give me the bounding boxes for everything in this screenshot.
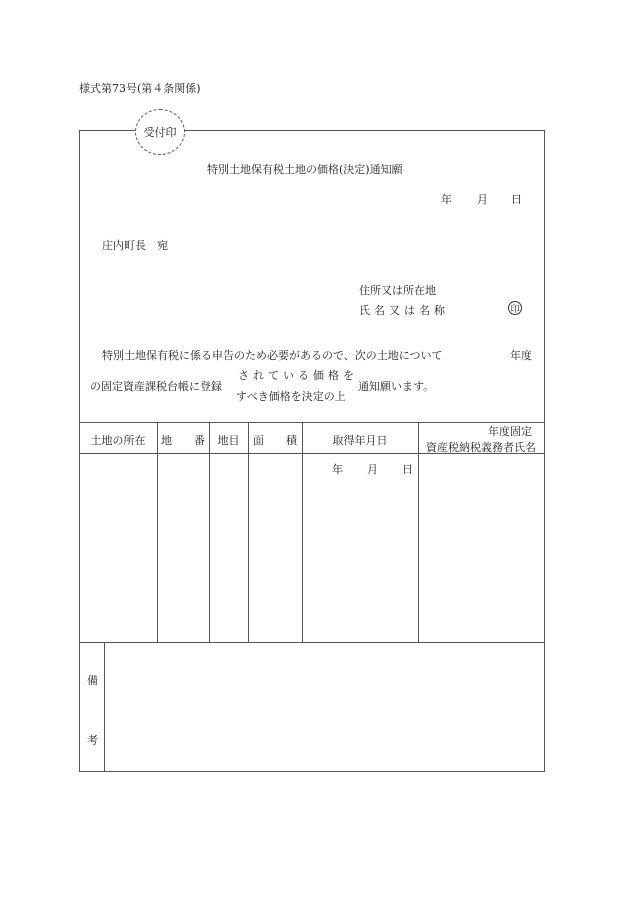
form-title: 特別土地保有税土地の価格(決定)通知願 [207,163,403,176]
seal-mark-label: 印 [510,304,520,315]
date-day: 日 [511,193,522,206]
body-line1-suffix: 年度 [510,349,532,362]
body-line2-prefix: の固定資産課税台帳に登録 [90,380,222,393]
header-acquired: 取得年月日 [332,434,388,447]
seal-mark [508,301,522,315]
form-number: 様式第73号(第４条関係) [79,82,201,95]
name-label: 氏名又は名称 [359,304,449,317]
table-bottom-rule [79,642,545,643]
header-taxpayer-line2: 資産税納税義務者氏名 [426,441,536,454]
col-divider-1 [157,422,158,642]
header-area: 面 積 [253,434,297,447]
header-taxpayer-line1: 年度固定 [488,425,532,438]
remarks-divider [104,642,105,772]
reception-stamp [135,109,185,155]
choice-lower: すべき価格を決定の上 [236,390,346,403]
date-year: 年 [441,193,452,206]
header-lot-number: 地 番 [161,434,205,447]
acquired-day: 日 [402,463,413,476]
remarks-char-2: 考 [87,734,98,747]
col-divider-3 [248,422,249,642]
acquired-year: 年 [332,463,343,476]
choice-upper: されている価格を [238,369,358,382]
header-location: 土地の所在 [90,434,146,447]
addressee: 庄内町長 宛 [102,239,168,252]
date-month: 月 [477,193,488,206]
col-divider-2 [209,422,210,642]
table-top-rule [79,422,545,423]
header-category: 地目 [217,434,240,447]
body-line2-suffix: 通知願います。 [358,380,435,393]
remarks-char-1: 備 [87,674,98,687]
col-divider-5 [418,422,419,642]
col-divider-4 [302,422,303,642]
reception-stamp-label: 受付印 [143,126,177,139]
body-line1: 特別土地保有税に係る申告のため必要があるので、次の土地について [102,349,443,362]
acquired-month: 月 [367,463,378,476]
address-label: 住所又は所在地 [359,284,436,297]
